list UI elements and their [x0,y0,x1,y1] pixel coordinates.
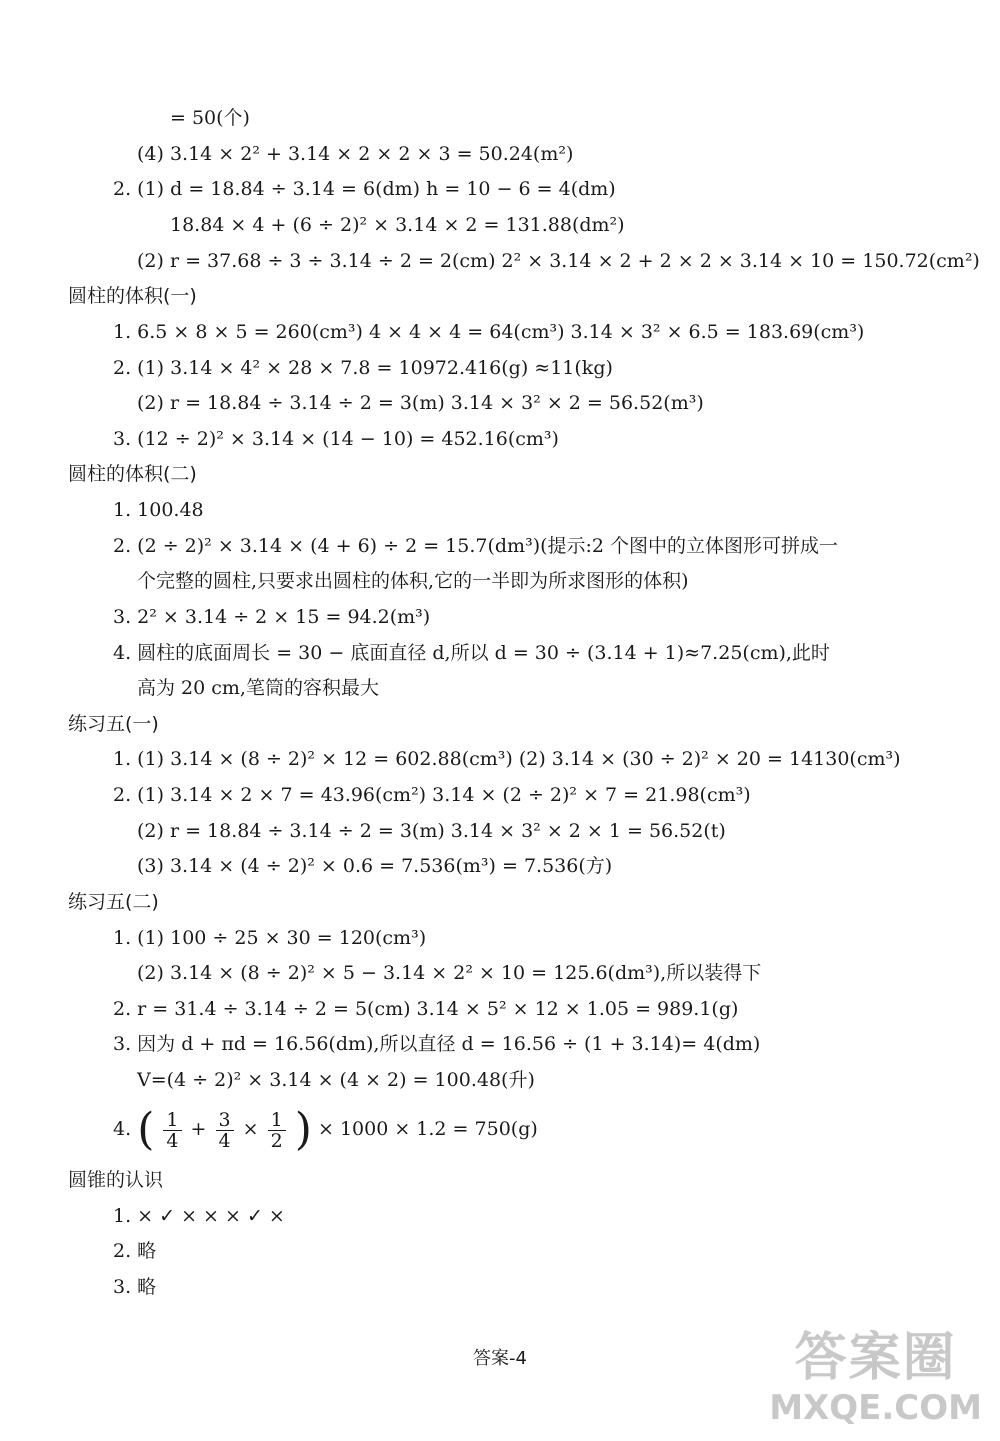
section-heading: 圆柱的体积(二) [68,463,197,485]
fraction-numerator: 1 [163,1110,181,1131]
answer-line: (4) 3.14 × 2² + 3.14 × 2 × 2 × 3 = 50.24(m²) [137,143,574,165]
answer-line: 3. 略 [113,1276,157,1298]
page-number: 答案-4 [473,1348,527,1369]
answer-line: 2. (1) 3.14 × 2 × 7 = 43.96(cm²) 3.14 × (2 ÷ 2)² × 7 = 21.98(cm³) [113,784,751,806]
fraction-line-result: × 1000 × 1.2 = 750(g) [317,1118,538,1140]
answer-line: 1. (1) 100 ÷ 25 × 30 = 120(cm³) [113,927,427,949]
answer-line: 2. 略 [113,1240,157,1262]
answer-line: 3. 因为 d + πd = 16.56(dm),所以直径 d = 16.56 ÷ (1 + 3.14)= 4(dm) [113,1033,761,1055]
fraction-denominator: 4 [218,1129,231,1152]
answer-line: 1. (1) 3.14 × (8 ÷ 2)² × 12 = 602.88(cm³) (2) 3.14 × (30 ÷ 2)² × 20 = 14130(cm³) [113,748,901,770]
right-paren: ) [294,1104,312,1155]
fraction [163,1110,181,1151]
answer-line: 1. 6.5 × 8 × 5 = 260(cm³) 4 × 4 × 4 = 64(cm³) 3.14 × 3² × 6.5 = 183.69(cm³) [113,321,865,343]
answer-line: 2. r = 31.4 ÷ 3.14 ÷ 2 = 5(cm) 3.14 × 5² × 12 × 1.05 = 989.1(g) [113,998,739,1020]
answer-line: 个完整的圆柱,只要求出圆柱的体积,它的一半即为所求图形的体积) [137,570,689,592]
fraction-denominator: 2 [270,1129,283,1152]
watermark-text: 答案圈 [794,1328,957,1388]
item-number: 4. [113,1118,132,1140]
fraction-answer-line [113,1104,538,1154]
fraction-numerator: 3 [216,1110,234,1131]
answer-line: 18.84 × 4 + (6 ÷ 2)² × 3.14 × 2 = 131.88(dm²) [170,214,625,236]
answer-line: 3. 2² × 3.14 ÷ 2 × 15 = 94.2(m³) [113,606,431,628]
answer-line: (3) 3.14 × (4 ÷ 2)² × 0.6 = 7.536(m³) = 7.536(方) [137,855,613,877]
answer-line: 4. 圆柱的底面周长 = 30 − 底面直径 d,所以 d = 30 ÷ (3.14 + 1)≈7.25(cm),此时 [113,642,830,664]
fraction-denominator: 4 [166,1129,179,1152]
watermark-url: MXQE.COM [769,1388,982,1428]
answer-line: 2. (1) d = 18.84 ÷ 3.14 = 6(dm) h = 10 − 6 = 4(dm) [113,178,616,200]
answer-line: 3. (12 ÷ 2)² × 3.14 × (14 − 10) = 452.16(cm³) [113,428,559,450]
answer-line: (2) r = 18.84 ÷ 3.14 ÷ 2 = 3(m) 3.14 × 3² × 2 = 56.52(m³) [137,392,704,414]
plus-sign: + [190,1118,207,1140]
fraction [216,1110,234,1151]
answer-line: (2) r = 37.68 ÷ 3 ÷ 3.14 ÷ 2 = 2(cm) 2² × 3.14 × 2 + 2 × 2 × 3.14 × 10 = 150.72(cm²) [137,250,980,272]
section-heading: 练习五(一) [68,713,159,735]
left-paren: ( [137,1104,155,1155]
times-sign: × [242,1118,259,1140]
answer-line: 1. × ✓ × × × ✓ × [113,1205,285,1227]
answer-line: (2) r = 18.84 ÷ 3.14 ÷ 2 = 3(m) 3.14 × 3² × 2 × 1 = 56.52(t) [137,820,726,842]
section-heading: 练习五(二) [68,891,159,913]
answer-line: 高为 20 cm,笔筒的容积最大 [137,677,379,699]
answer-line: 2. (1) 3.14 × 4² × 28 × 7.8 = 10972.416(g) ≈11(kg) [113,357,613,379]
answer-line: 1. 100.48 [113,499,204,521]
section-heading: 圆柱的体积(一) [68,285,197,307]
answer-line: V=(4 ÷ 2)² × 3.14 × (4 × 2) = 100.48(升) [137,1069,535,1091]
answer-line: (2) 3.14 × (8 ÷ 2)² × 5 − 3.14 × 2² × 10 = 125.6(dm³),所以装得下 [137,962,762,984]
answer-line: 2. (2 ÷ 2)² × 3.14 × (4 + 6) ÷ 2 = 15.7(dm³)(提示:2 个图中的立体图形可拼成一 [113,535,839,557]
fraction-numerator: 1 [268,1110,286,1131]
answer-line: = 50(个) [170,107,250,129]
fraction [268,1110,286,1151]
section-heading: 圆锥的认识 [68,1169,164,1191]
watermark-logo [769,1328,982,1428]
